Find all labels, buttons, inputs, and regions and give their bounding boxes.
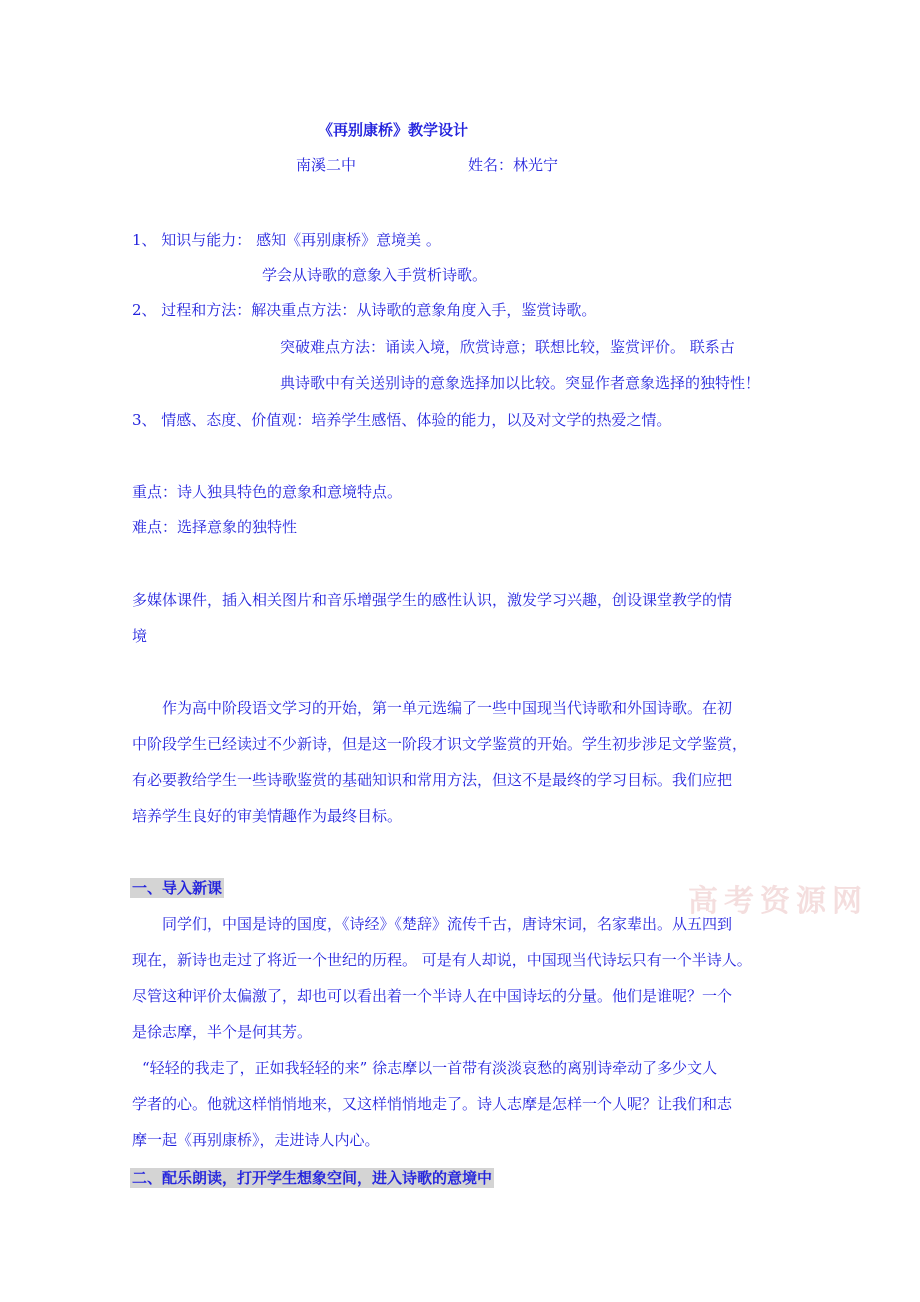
document-title: 《再别康桥》教学设计	[318, 121, 469, 139]
watermark: 高考资源网	[688, 884, 868, 919]
section-heading: 一、导入新课	[132, 879, 223, 897]
analysis-line: 培养学生良好的审美情趣作为最终目标。	[132, 807, 403, 825]
media-line: 多媒体课件，插入相关图片和音乐增强学生的感性认识，激发学习兴趣，创设课堂教学的情	[132, 591, 733, 609]
analysis-line: 作为高中阶段语文学习的开始，第一单元选编了一些中国现当代诗歌和外国诗歌。在初	[162, 699, 733, 717]
author-name: 姓名：林光宁	[468, 156, 559, 174]
analysis-line: 中阶段学生已经读过不少新诗，但是这一阶段才识文学鉴赏的开始。学生初步涉足文学鉴赏，	[132, 735, 748, 753]
paragraph-line: “轻轻的我走了，正如我轻轻的来” 徐志摩以一首带有淡淡哀愁的离别诗牵动了多少文人	[142, 1059, 718, 1077]
objective-line: 学会从诗歌的意象入手赏析诗歌。	[262, 266, 488, 284]
paragraph-line: 学者的心。他就这样悄悄地来，又这样悄悄地走了。诗人志摩是怎样一个人呢？让我们和志	[132, 1095, 733, 1113]
paragraph-line: 是徐志摩，半个是何其芳。	[132, 1023, 313, 1041]
difficulty: 难点：选择意象的独特性	[132, 518, 298, 536]
objective-line: 1、 知识与能力： 感知《再别康桥》意境美 。	[132, 231, 441, 249]
objective-line: 3、 情感、态度、价值观：培养学生感悟、体验的能力，以及对文学的热爱之情。	[132, 411, 672, 429]
objective-line: 典诗歌中有关送别诗的意象选择加以比较。突显作者意象选择的独特性！	[280, 374, 761, 392]
key-point: 重点：诗人独具特色的意象和意境特点。	[132, 483, 403, 501]
paragraph-line: 现在，新诗也走过了将近一个世纪的历程。 可是有人却说，中国现当代诗坛只有一个半诗人。	[132, 951, 752, 969]
paragraph-line: 同学们，中国是诗的国度，《诗经》《楚辞》流传千古，唐诗宋词，名家辈出。从五四到	[162, 915, 733, 933]
paragraph-line: 尽管这种评价太偏激了，却也可以看出着一个半诗人在中国诗坛的分量。他们是谁呢？一个	[132, 987, 733, 1005]
objective-line: 2、 过程和方法：解决重点方法：从诗歌的意象角度入手，鉴赏诗歌。	[132, 301, 597, 319]
objective-line: 突破难点方法：诵读入境，欣赏诗意；联想比较，鉴赏评价。 联系古	[280, 338, 735, 356]
section-heading: 二、配乐朗读，打开学生想象空间，进入诗歌的意境中	[132, 1169, 493, 1187]
analysis-line: 有必要教给学生一些诗歌鉴赏的基础知识和常用方法，但这不是最终的学习目标。我们应把	[132, 771, 733, 789]
media-line: 境	[132, 627, 148, 645]
school-name: 南溪二中	[296, 156, 357, 174]
paragraph-line: 摩一起《再别康桥》，走进诗人内心。	[132, 1131, 380, 1149]
